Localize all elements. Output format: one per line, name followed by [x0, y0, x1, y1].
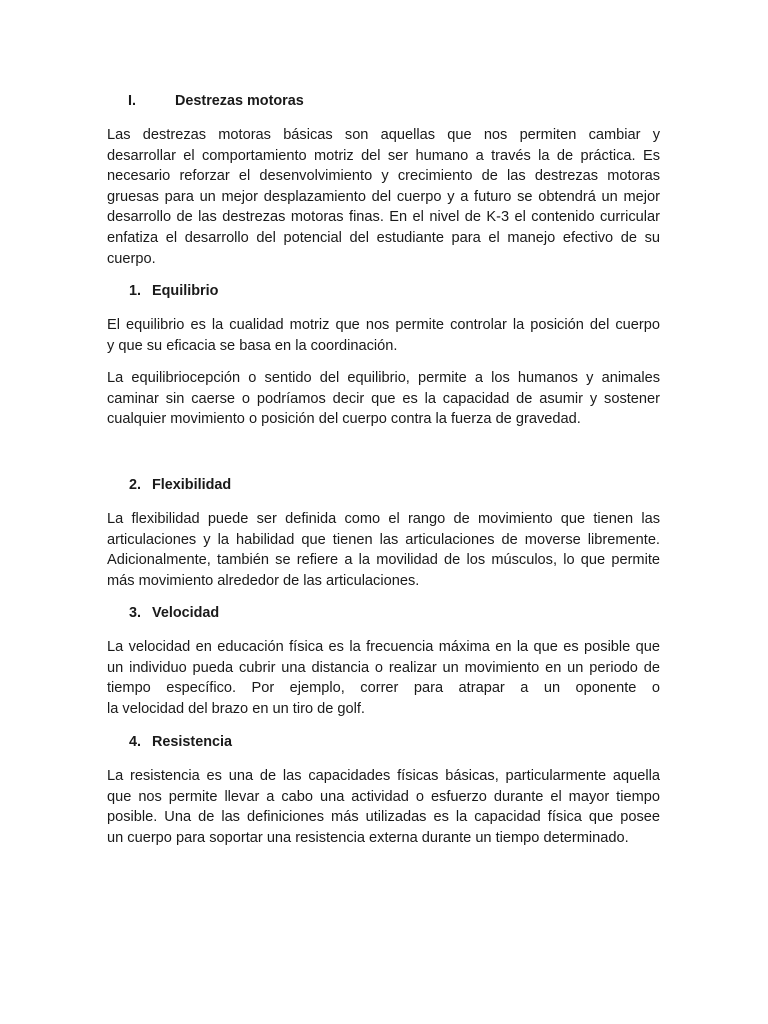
subsection-title: Velocidad [152, 605, 220, 621]
text-line: que nos permite llevar a cabo una actividad o esfuerzo durante el mayor tiempo [107, 788, 660, 805]
subsection-number: 3. [129, 605, 142, 621]
subsection-heading-velocidad [129, 603, 219, 623]
text-line: necesario reforzar el desenvolvimiento y crecimiento de las destrezas motoras [107, 168, 660, 185]
text-line: tiempo específico. Por ejemplo, correr para atrapar a un oponente o [107, 680, 660, 697]
section-heading [128, 91, 304, 111]
text-line: un individuo pueda cubrir una distancia o realizar un movimiento en un periodo de [107, 659, 660, 676]
subsection-heading-equilibrio [129, 281, 218, 301]
resistencia-paragraph [107, 766, 660, 848]
subsection-number: 2. [129, 477, 142, 493]
subsection-heading-resistencia [129, 732, 232, 752]
text-line: Las destrezas motoras básicas son aquellas que nos permiten cambiar y [107, 127, 660, 143]
text-line: un cuerpo para soportar una resistencia externa durante un tiempo determinado. [107, 829, 629, 846]
text-line: desarrollo de las destrezas motoras finas. En el nivel de K-3 el contenido curricular [107, 209, 660, 226]
text-line: El equilibrio es la cualidad motriz que nos permite controlar la posición del cuerpo [107, 317, 660, 333]
text-line: La velocidad en educación física es la frecuencia máxima en la que es posible que [107, 639, 660, 655]
text-line: gruesas para un mejor desplazamiento del cuerpo y a futuro se obtendrá un mejor [107, 188, 660, 205]
text-line: La equilibriocepción o sentido del equilibrio, permite a los humanos y animales [107, 370, 660, 386]
section-numeral: I. [128, 93, 136, 109]
text-line: Adicionalmente, también se refiere a la movilidad de los músculos, lo que permite [107, 552, 660, 569]
velocidad-paragraph [107, 637, 660, 719]
subsection-title: Flexibilidad [152, 477, 232, 493]
equilibrio-paragraph-1 [107, 315, 660, 356]
subsection-title: Equilibrio [152, 283, 219, 299]
text-line: articulaciones y la habilidad que tienen las articulaciones de moverse libremente. [107, 531, 660, 548]
section-title: Destrezas motoras [175, 93, 304, 109]
subsection-heading-flexibilidad [129, 475, 231, 495]
text-line: más movimiento alrededor de las articulaciones. [107, 572, 420, 589]
text-line: La flexibilidad puede ser definida como el rango de movimiento que tienen las [107, 511, 660, 527]
text-line: desarrollar el comportamiento motriz del ser humano a través la de práctica. Es [107, 147, 660, 164]
text-line: y que su eficacia se basa en la coordinación. [107, 337, 398, 354]
text-line: cuerpo. [107, 250, 156, 267]
flexibilidad-paragraph [107, 509, 660, 591]
text-line: la velocidad del brazo en un tiro de golf. [107, 700, 365, 717]
equilibrio-paragraph-2 [107, 368, 660, 430]
subsection-number: 4. [129, 734, 142, 750]
text-line: cualquier movimiento o posición del cuerpo contra la fuerza de gravedad. [107, 411, 581, 428]
text-line: caminar sin caerse o podríamos decir que es la capacidad de asumir y sostener [107, 390, 660, 407]
subsection-title: Resistencia [152, 734, 233, 750]
text-line: La resistencia es una de las capacidades físicas básicas, particularmente aquella [107, 768, 660, 784]
intro-paragraph [107, 125, 660, 269]
text-line: posible. Una de las definiciones más utilizadas es la capacidad física que posee [107, 809, 660, 826]
subsection-number: 1. [129, 283, 142, 299]
text-line: enfatiza el desarrollo del potencial del estudiante para el manejo efectivo de su [107, 229, 660, 246]
